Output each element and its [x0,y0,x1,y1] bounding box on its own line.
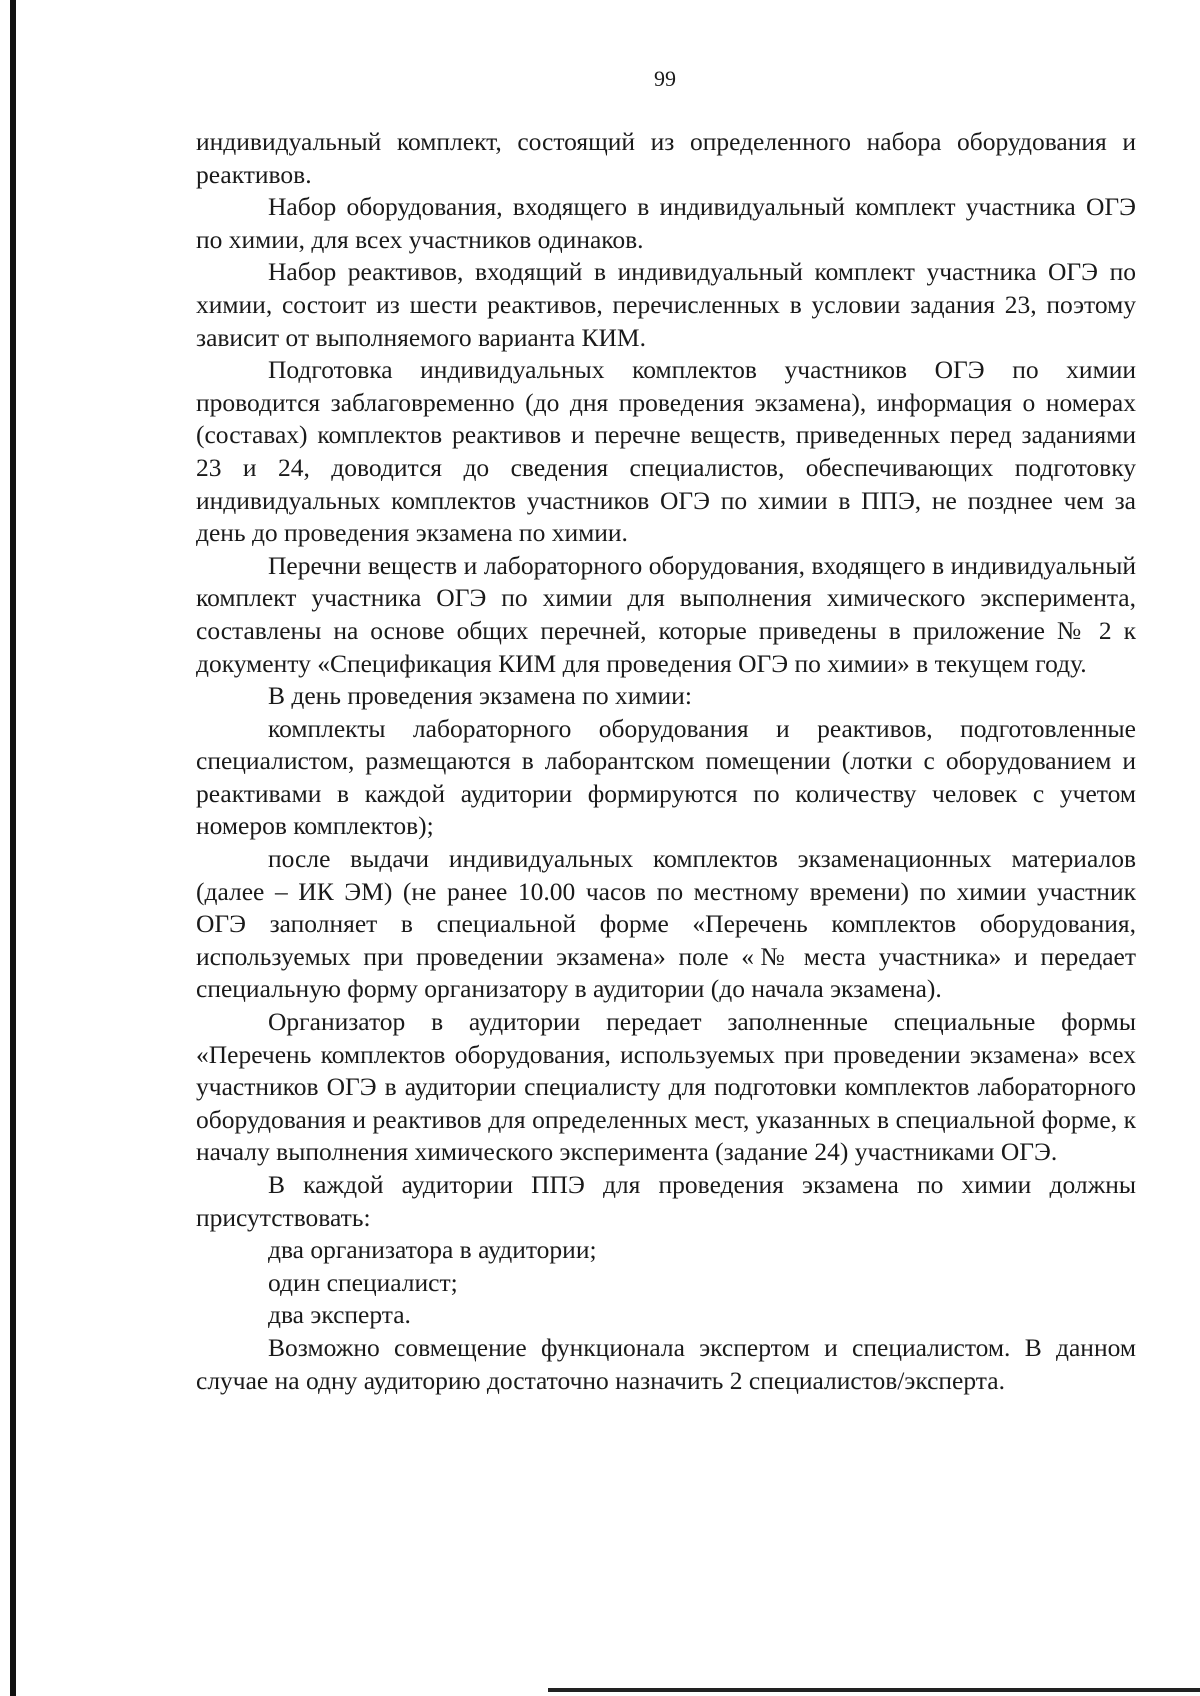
paragraph-exam-day: В день проведения экзамена по химии: [268,681,692,711]
list-item: два организатора в аудитории; [268,1235,597,1265]
scan-left-border [10,0,16,1696]
scan-bottom-line [548,1688,1200,1692]
paragraph-after-issue: после выдачи индивидуальных комплектов экзаменационных материалов (далее – ИК ЭМ) (не ранее 10.00 часов по местному времени) по химии участник ОГЭ заполняет в специальной форме «Перечень комплектов оборудования, используемых при проведении экзамена» поле «№ места участника» и передает специальную форму организатору в аудитории (до начала экзамена). [196,844,1136,1004]
paragraph-continuation: индивидуальный комплект, состоящий из определенного набора оборудования и реактивов. [196,127,1136,189]
page-number: 99 [654,66,676,91]
paragraph-organizer: Организатор в аудитории передает заполненные специальные формы «Перечень комплектов оборудования, используемых при проведении экзамена» всех участников ОГЭ в аудитории специалисту для подготовки комплектов лабораторного оборудования и реактивов для определенных мест, указанных в специальной форме, к началу выполнения химического эксперимента (задание 24) участниками ОГЭ. [196,1007,1136,1167]
paragraph-kits-placement: комплекты лабораторного оборудования и реактивов, подготовленные специалистом, размещаются в лаборантском помещении (лотки с оборудованием и реактивами в каждой аудитории формируются по количеству человек с учетом номеров комплектов); [196,713,1136,841]
paragraph-kit-preparation: Подготовка индивидуальных комплектов участников ОГЭ по химии проводится заблаговременно (до дня проведения экзамена), информация о номерах (составах) комплектов реактивов и перечне веществ, приведенных перед заданиями 23 и 24, доводится до сведения специалистов, обеспечивающих подготовку индивидуальных комплектов участников ОГЭ по химии в ППЭ, не позднее чем за день до проведения экзамена по химии. [196,355,1136,548]
paragraph-combined-role: Возможно совмещение функционала экспертом и специалистом. В данном случае на одну аудиторию достаточно назначить 2 специалистов/эксперта. [196,1332,1136,1395]
paragraph-equipment-set: Набор оборудования, входящего в индивидуальный комплект участника ОГЭ по химии, для всех участников одинаков. [196,192,1136,254]
paragraph-auditorium-staff: В каждой аудитории ППЭ для проведения экзамена по химии должны присутствовать: [196,1170,1136,1232]
paragraph-substance-lists: Перечни веществ и лабораторного оборудования, входящего в индивидуальный комплект участника ОГЭ по химии для выполнения химического эксперимента, составлены на основе общих перечней, которые приведены в приложение № 2 к документу «Спецификация КИМ для проведения ОГЭ по химии» в текущем году. [196,550,1136,678]
document-body [196,126,1136,1397]
list-item: два эксперта. [268,1300,411,1330]
list-item: один специалист; [268,1267,458,1297]
paragraph-reagent-set: Набор реактивов, входящий в индивидуальный комплект участника ОГЭ по химии, состоит из шести реактивов, перечисленных в условии задания 23, поэтому зависит от выполняемого варианта КИМ. [196,257,1136,352]
